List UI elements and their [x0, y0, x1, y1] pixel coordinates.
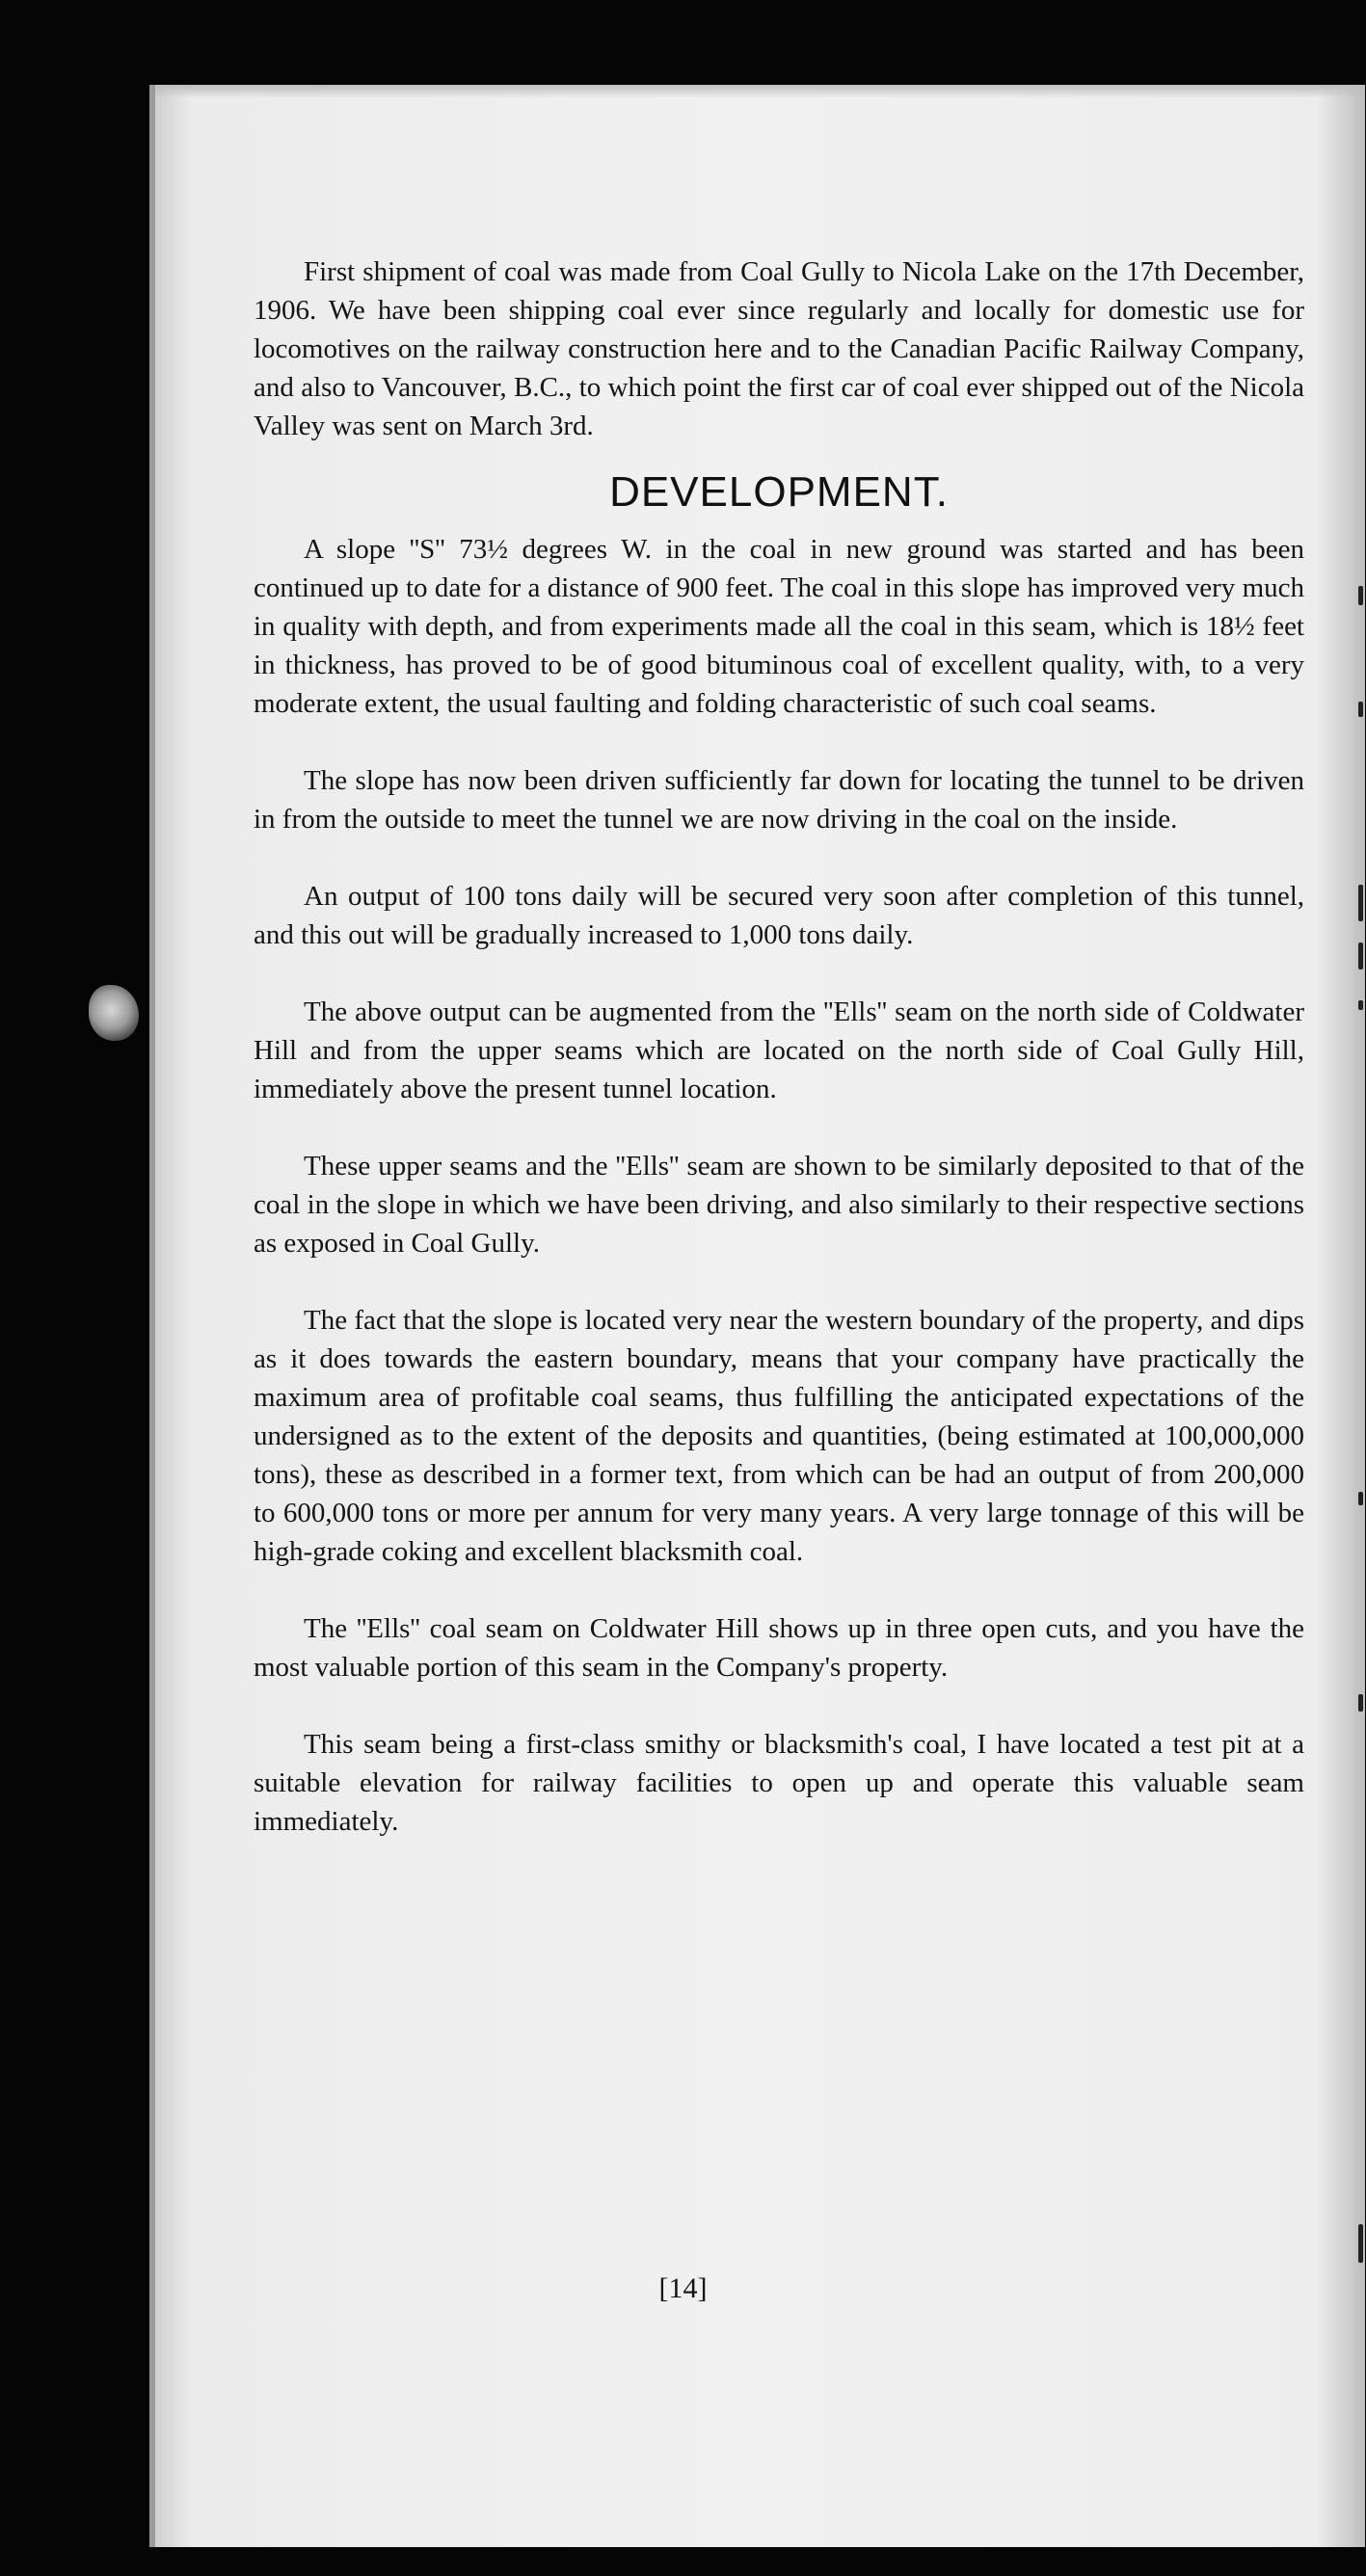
page-number: [14] [658, 2272, 708, 2304]
body-paragraph: An output of 100 tons daily will be secured very soon after completion of this tunnel, and this out will be gradually increased to 1,000 tons daily. [254, 881, 1304, 950]
body-paragraph: This seam being a first-class smithy or blacksmith's coal, I have located a test pit at a suitable elevation for railway facilities to open up and operate this valuable seam immediately. [254, 1729, 1304, 1837]
body-paragraph: These upper seams and the ''Ells'' seam are shown to be similarly deposited to that of the coal in the slope in which we have been driving, and also similarly to their respective sections as exposed in Coal Gully. [254, 1151, 1304, 1259]
binding-mark [89, 985, 139, 1041]
body-paragraph: The slope has now been driven sufficiently far down for locating the tunnel to be driven in from the outside to meet the tunnel we are now driving in the coal on the inside. [254, 765, 1304, 835]
body-paragraph: The ''Ells'' coal seam on Coldwater Hill shows up in three open cuts, and you have the most valuable portion of this seam in the Company's property. [254, 1613, 1304, 1683]
page-edge-marks [1352, 567, 1365, 2398]
body-paragraph: The fact that the slope is located very near the western boundary of the property, and dips as it does towards the eastern boundary, means that your company have practically the maximum area of profitable coal seams, thus fulfilling the anticipated expectations of the undersigned as to the extent of the deposits and quantities, (being estimated at 100,000,000 tons), these as described in a former text, from which can be had an output of from 200,000 to 600,000 tons or more per annum for very many years. A very large tonnage of this will be high-grade coking and excellent blacksmith coal. [254, 1305, 1304, 1567]
document-text-body [254, 252, 1304, 1841]
body-paragraph: The above output can be augmented from the ''Ells'' seam on the north side of Coldwater Hill and from the upper seams which are located on the north side of Coal Gully Hill, immediately above the present tunnel location. [254, 996, 1304, 1104]
body-paragraph: A slope ''S'' 73½ degrees W. in the coal in new ground was started and has been continued up to date for a distance of 900 feet. The coal in this slope has improved very much in quality with depth, and from experiments made all the coal in this seam, which is 18½ feet in thickness, has proved to be of good bituminous coal of excellent quality, with, to a very moderate extent, the usual faulting and folding characteristic of such coal seams. [254, 534, 1304, 719]
intro-paragraph: First shipment of coal was made from Coal Gully to Nicola Lake on the 17th December, 1906. We have been shipping coal ever since regularly and locally for domestic use for locomotives on the railway construction here and to the Canadian Pacific Railway Company, and also to Vancouver, B.C., to which point the first car of coal ever shipped out of the Nicola Valley was sent on March 3rd. [254, 256, 1304, 441]
section-heading: DEVELOPMENT. [609, 468, 949, 516]
